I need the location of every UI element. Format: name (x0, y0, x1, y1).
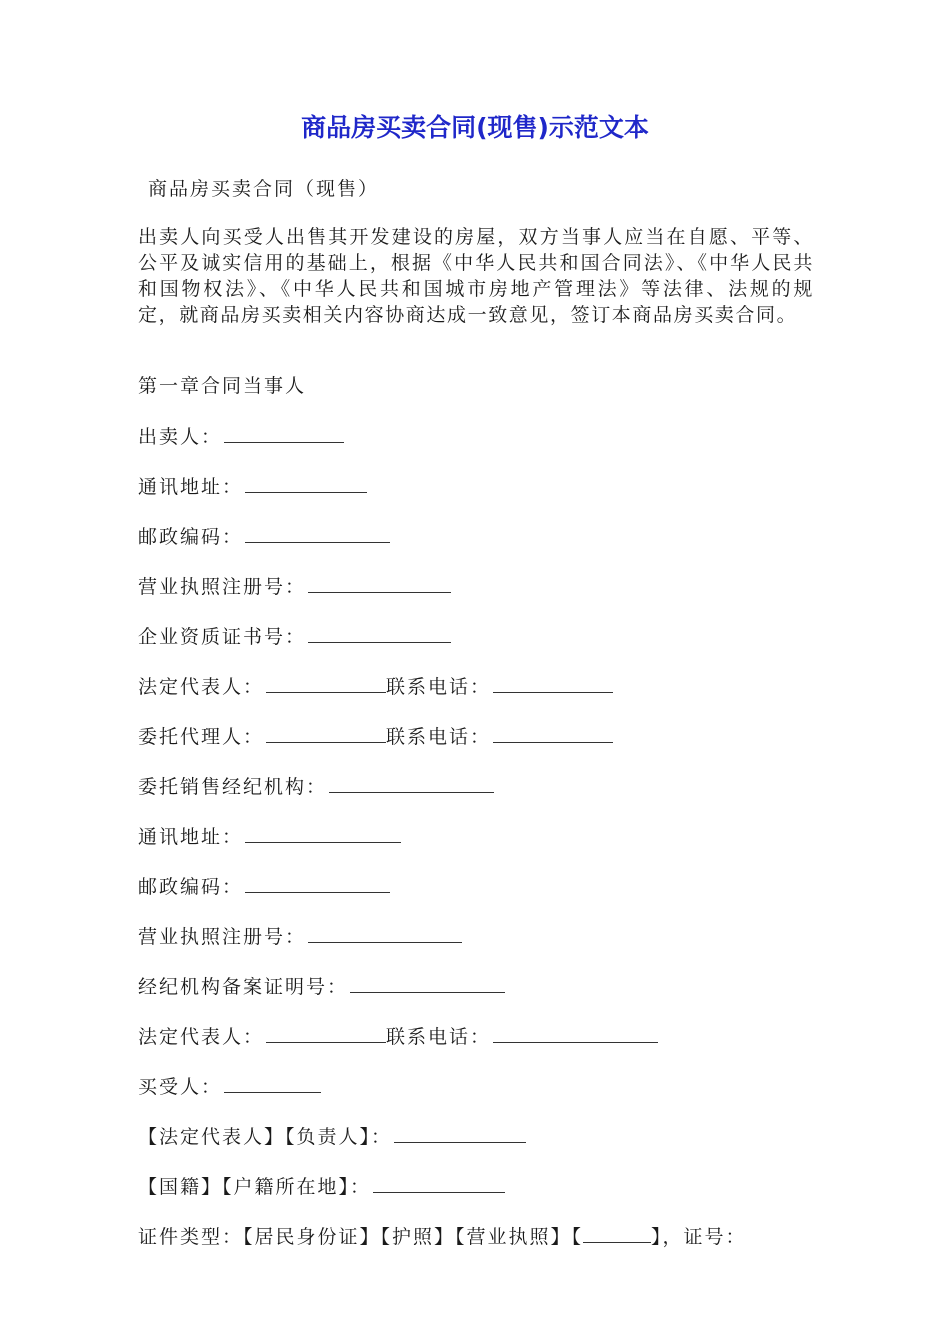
broker-record-line (138, 974, 505, 1000)
seller-legal-rep-label: 法定代表人： (138, 676, 265, 698)
broker-legal-rep-phone-label: 联系电话： (386, 1026, 492, 1048)
seller-address-blank[interactable] (245, 474, 367, 493)
broker-address-label: 通讯地址： (138, 826, 244, 848)
seller-postcode-label: 邮政编码： (138, 526, 244, 548)
buyer-label: 买受人： (138, 1076, 223, 1098)
seller-agent-blank[interactable] (266, 724, 386, 743)
id-number-label: 】，证号： (651, 1226, 747, 1248)
broker-record-blank[interactable] (350, 974, 505, 993)
broker-postcode-blank[interactable] (245, 874, 390, 893)
document-title: 商品房买卖合同(现售)示范文本 (301, 113, 649, 142)
buyer-nationality-line (138, 1174, 505, 1200)
broker-postcode-line (138, 874, 390, 900)
buyer-nationality-blank[interactable] (373, 1174, 505, 1193)
seller-license-blank[interactable] (308, 574, 451, 593)
buyer-nationality-label: 【国籍】【户籍所在地】： (138, 1176, 372, 1198)
broker-legal-rep-line (138, 1024, 658, 1050)
seller-agent-line (138, 724, 613, 750)
seller-legal-rep-phone-label: 联系电话： (386, 676, 492, 698)
id-type-other-blank[interactable] (583, 1224, 651, 1243)
buyer-line (138, 1074, 321, 1100)
broker-license-line (138, 924, 462, 950)
seller-label: 出卖人： (138, 426, 223, 448)
seller-blank[interactable] (224, 424, 344, 443)
seller-legal-rep-blank[interactable] (266, 674, 386, 693)
buyer-rep-blank[interactable] (394, 1124, 526, 1143)
broker-legal-rep-label: 法定代表人： (138, 1026, 265, 1048)
seller-license-label: 营业执照注册号： (138, 576, 307, 598)
seller-agent-label: 委托代理人： (138, 726, 265, 748)
seller-qualification-label: 企业资质证书号： (138, 626, 307, 648)
seller-legal-rep-line (138, 674, 613, 700)
broker-license-label: 营业执照注册号： (138, 926, 307, 948)
seller-license-line (138, 574, 451, 600)
buyer-blank[interactable] (224, 1074, 321, 1093)
buyer-rep-line (138, 1124, 526, 1150)
broker-label: 委托销售经纪机构： (138, 776, 328, 798)
id-type-line (138, 1224, 747, 1250)
broker-address-line (138, 824, 401, 850)
broker-legal-rep-blank[interactable] (266, 1024, 386, 1043)
broker-license-blank[interactable] (308, 924, 462, 943)
seller-line (138, 424, 344, 450)
document-subtitle: 商品房买卖合同（现售） (148, 178, 380, 200)
seller-agent-phone-blank[interactable] (493, 724, 613, 743)
intro-paragraph: 出卖人向买受人出售其开发建设的房屋，双方当事人应当在自愿、平等、公平及诚实信用的基础上，根据《中华人民共和国合同法》、《中华人民共和国物权法》、《中华人民共和国城市房地产管理法》等法律、法规的规定，就商品房买卖相关内容协商达成一致意见，签订本商品房买卖合同。 (138, 226, 814, 326)
seller-legal-rep-phone-blank[interactable] (493, 674, 613, 693)
seller-agent-phone-label: 联系电话： (386, 726, 492, 748)
id-type-label: 证件类型：【居民身份证】【护照】【营业执照】【 (138, 1226, 584, 1248)
broker-postcode-label: 邮政编码： (138, 876, 244, 898)
seller-address-line (138, 474, 367, 500)
broker-address-blank[interactable] (245, 824, 401, 843)
broker-line (138, 774, 494, 800)
broker-legal-rep-phone-blank[interactable] (493, 1024, 658, 1043)
seller-qualification-line (138, 624, 451, 650)
broker-blank[interactable] (329, 774, 494, 793)
seller-qualification-blank[interactable] (308, 624, 451, 643)
broker-record-label: 经纪机构备案证明号： (138, 976, 349, 998)
chapter-heading: 第一章合同当事人 (138, 375, 307, 397)
seller-postcode-line (138, 524, 390, 550)
buyer-rep-label: 【法定代表人】【负责人】： (138, 1126, 393, 1148)
seller-address-label: 通讯地址： (138, 476, 244, 498)
seller-postcode-blank[interactable] (245, 524, 390, 543)
